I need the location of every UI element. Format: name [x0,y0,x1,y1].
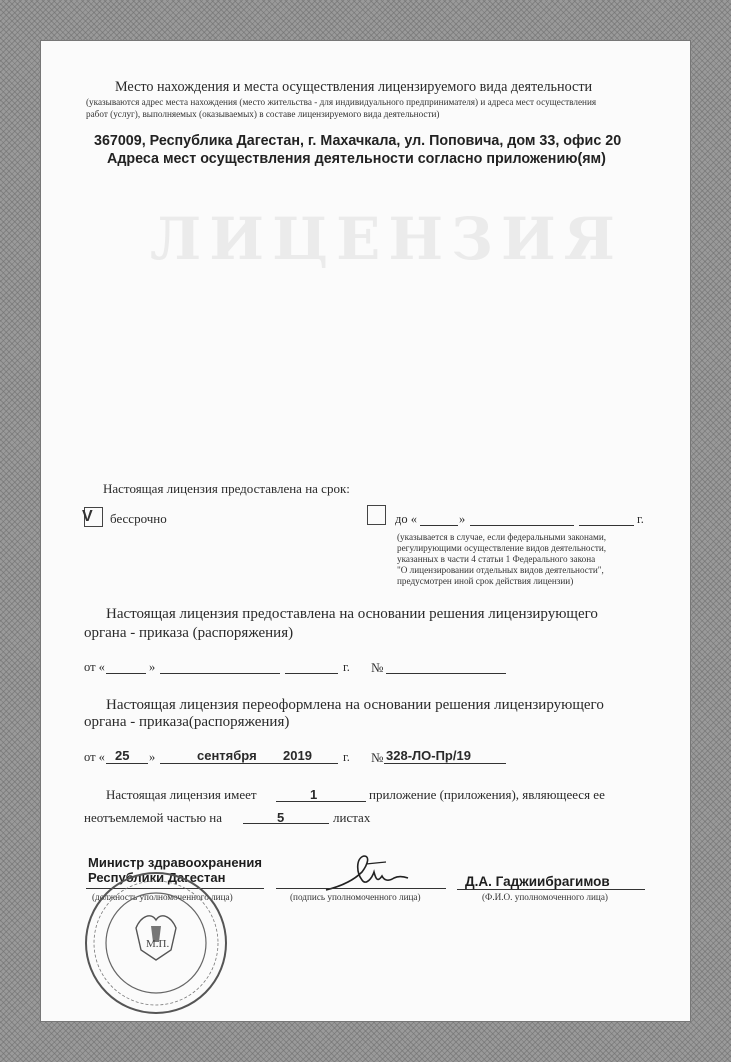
signature-caption: (подпись уполномоченного лица) [290,892,421,902]
location-note-line2: работ (услуг), выполняемых (оказываемых) в составе лицензируемого вида деятельности) [86,109,440,119]
reissue-day-line [106,763,148,764]
basis-day-line [106,673,146,674]
location-title: Место нахождения и места осуществления лицензируемого вида деятельности [115,79,593,95]
reissue-date-prefix: от « [84,750,105,764]
term-note-line4: "О лицензировании отдельных видов деятельности", [397,565,604,575]
signatory-position-line1: Министр здравоохранения [88,855,262,870]
until-month-line [470,525,574,526]
reissue-date-close: » [149,750,156,764]
until-day-line [420,525,458,526]
stamp-mp-label: М.П. [146,938,170,950]
reissue-day: 25 [115,748,130,763]
term-note-line1: (указывается в случае, если федеральными законами, [397,532,607,542]
signatory-position-line2: Республики Дагестан [88,870,226,885]
until-prefix: до « [395,512,417,526]
basis-number-prefix: № [371,660,384,675]
checkbox-mark: V [82,508,93,525]
show-through-background: ЛИЦЕНЗИЯ [150,205,623,273]
basis-number-line [386,673,506,674]
until-year-line [579,525,634,526]
signature-line [276,888,446,889]
reissue-month-line [160,763,280,764]
appendix-count-line [276,801,366,802]
appendix-prefix: Настоящая лицензия имеет [106,787,257,802]
appendix-sheets-line [243,823,329,824]
basis-date-close: » [149,660,156,674]
indefinite-label: бессрочно [110,511,167,526]
name-caption: (Ф.И.О. уполномоченного лица) [482,892,608,902]
location-note-line1: (указываются адрес места нахождения (место жительства - для индивидуального предпринимателя) и адреса мест осуществления [86,97,597,107]
reissue-number-line [384,763,506,764]
name-line [457,889,645,890]
reissue-line2: органа - приказа(распоряжения) [84,714,290,730]
basis-year-suffix: г. [343,660,350,674]
until-close: » [459,512,466,526]
reissue-number: 328-ЛО-Пр/19 [386,748,471,763]
until-year-suffix: г. [637,512,644,526]
appendix-suffix: приложение (приложения), являющееся ее [369,787,605,802]
reissue-number-prefix: № [371,750,384,765]
reissue-month: сентября [197,748,257,763]
limited-term-checkbox [367,505,386,525]
basis-date-prefix: от « [84,660,105,674]
basis-year-line [285,673,338,674]
activity-addresses-ref: Адреса мест осуществления деятельности согласно приложению(ям) [107,151,606,167]
term-note-line5: предусмотрен иной срок действия лицензии) [397,576,574,586]
basis-month-line [160,673,280,674]
basis-line2: органа - приказа (распоряжения) [84,625,294,641]
term-intro: Настоящая лицензия предоставлена на срок: [103,481,350,496]
appendix-sheets-suffix: листах [333,810,371,825]
reissue-year: 2019 [283,748,312,763]
reissue-line1: Настоящая лицензия переоформлена на основании решения лицензирующего [106,697,604,713]
position-caption: (должность уполномоченного лица) [92,892,233,902]
appendix-sheets-prefix: неотъемлемой частью на [84,810,223,825]
handwritten-signature [322,850,412,896]
appendix-count: 1 [310,787,318,802]
term-note-line2: регулирующими осуществление видов деятельности, [397,543,607,553]
signatory-name: Д.А. Гаджиибрагимов [465,874,610,889]
term-note-line3: указанных в части 4 статьи 1 Федерального закона [397,554,596,564]
appendix-sheets: 5 [277,810,285,825]
license-address: 367009, Республика Дагестан, г. Махачкала, ул. Поповича, дом 33, офис 20 [94,133,622,149]
basis-line1: Настоящая лицензия предоставлена на основании решения лицензирующего [106,606,598,622]
reissue-year-suffix: г. [343,750,350,764]
reissue-year-line [280,763,338,764]
